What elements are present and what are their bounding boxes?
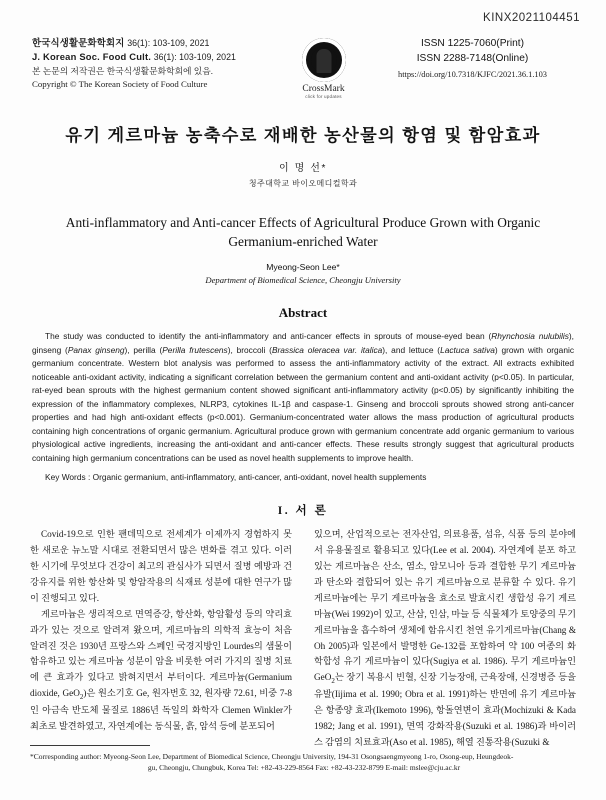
kinx-identifier: KINX2021104451 bbox=[483, 12, 580, 24]
abstract-seg-4: ), broccoli ( bbox=[227, 344, 272, 355]
masthead-issn-block bbox=[365, 36, 580, 81]
body-columns bbox=[0, 527, 606, 751]
body-p3-seg-1: 있으며, 산업적으로는 전자산업, 의료용품, 섬유, 식품 등의 분야에서 유용물질로 활용되고 있다( bbox=[314, 529, 576, 556]
body-p3-seg-6: ). 무기 게르마늄인 bbox=[502, 656, 576, 667]
body-p3-citation-2: Wei 1992 bbox=[334, 608, 371, 619]
body-p2-term-ge: Ge bbox=[136, 688, 147, 699]
abstract-seg-6: ) grown with organic germanium concentrate. Western blot analysis was performed to assess the anti-inflammatory activity of the extract. All extracts exhibited noticeable anti-oxidant activity, indicating a significant correlation between the germanium content and anti-oxidant activity (p<0.05). In particular, rat-eyed bean sprouts with the highest germanium content showed significant anti-inflammatory activity (p<0.05) by significantly inhibiting the expression of the inflammatory complexes, NLRP3, cytokines IL-1β and caspase-1. Ginseng and broccoli sprouts showed strong anti-cancer properties and had high anti-oxidant effects (p<0.001). Germanium-concentrated water allows the mass production of agricultural products containing high concentrations of organic germanium. Agricultural produce grown with germanium concentrate add organic germanium to various physiological active ingredients, increasing the anti-oxidant and anti-cancer effects. These results strongly suggest that agricultural products containing high germanium concentrations can be used as novel health supplements to improve health. bbox=[32, 344, 574, 463]
body-p3-term-geo2: GeO bbox=[314, 672, 332, 683]
journal-name-korean-line bbox=[32, 36, 282, 50]
body-p2-term-geo2-subscript: 2 bbox=[79, 693, 84, 702]
body-p3-seg-10: ), 면역 강화작용( bbox=[397, 721, 466, 732]
body-p3-seg-8: )하는 반면에 유기 게르마늄은 항종양 효과( bbox=[314, 689, 576, 716]
abstract-species-3: Perilla frutescens bbox=[162, 344, 228, 355]
issn-online: ISSN 2288-7148(Online) bbox=[416, 53, 529, 65]
body-p3-seg-12: ), 해열 진통작용( bbox=[448, 737, 515, 748]
abstract-seg-2: ), ginseng ( bbox=[32, 331, 574, 355]
abstract-text bbox=[32, 330, 574, 465]
body-p3-term-ge132: Ge-132 bbox=[430, 640, 458, 651]
body-p2-seg-3: )은 원소기호 bbox=[83, 688, 137, 699]
abstract-heading: Abstract bbox=[278, 305, 328, 321]
title-block bbox=[0, 121, 606, 285]
body-p3-seg-4: )과 일본에서 발명한 bbox=[346, 640, 431, 651]
body-p2-term-geo2: Germanium dioxide, GeO bbox=[30, 672, 292, 699]
body-p3-citation-1: Lee et al. 2004 bbox=[433, 545, 491, 556]
body-p3-citation-7: Mochizuki & Kada 1982; Jang et al. 1991 bbox=[314, 705, 576, 732]
crossmark-logo-icon bbox=[302, 38, 346, 82]
journal-name-korean: 한국식생활문화학회지 bbox=[32, 37, 125, 48]
page-title-english-line2: Organic Germanium-enriched Water bbox=[228, 215, 541, 250]
crossmark-sublabel: click for updates bbox=[305, 94, 342, 99]
footnote-line-2: gu, Cheongju, Chungbuk, Korea Tel: +82-43-229-8564 Fax: +82-43-232-8799 E-mail: mslee@cju.ac.kr bbox=[147, 763, 461, 772]
body-p3-citation-8: Suzuki et al. 1986 bbox=[465, 721, 535, 732]
body-paragraph-2 bbox=[30, 607, 292, 735]
body-p3-citation-5: Iijima et al. 1990; Obra et al. 1991 bbox=[334, 689, 467, 700]
abstract-species-4: Brassica oleracea var. italica bbox=[271, 344, 383, 355]
body-p2-term-lourdes: Lourdes bbox=[223, 640, 254, 651]
body-p3-term-geo2-subscript: 2 bbox=[331, 677, 335, 686]
journal-name-english: J. Korean Soc. Food Cult. bbox=[32, 50, 152, 62]
crossmark-label: CrossMark bbox=[302, 84, 345, 94]
abstract-seg-3: ), perilla ( bbox=[124, 344, 163, 355]
footnote-divider bbox=[30, 745, 150, 746]
author-korean: 이 명 선* bbox=[278, 163, 328, 174]
abstract-seg-1: The study was conducted to identify the anti-inflammatory and anti-cancer effects in sprouts of mouse-eyed bean ( bbox=[45, 331, 492, 342]
keywords: Key Words : Organic germanium, anti-inflammatory, anti-cancer, anti-oxidant, novel health supplements bbox=[45, 472, 427, 483]
author-english: Myeong-Seon Lee* bbox=[266, 262, 340, 273]
body-paragraph-3 bbox=[314, 527, 576, 751]
masthead bbox=[0, 26, 606, 99]
body-p3-citation-6: Ikemoto 1996 bbox=[375, 705, 428, 716]
body-p2-seg-5: 가 최초로 발견하였고, 자연계에는 동식물, 흙, 암석 등에 분포되어 bbox=[30, 705, 292, 732]
abstract-seg-5: ), and lettuce ( bbox=[382, 344, 441, 355]
body-p3-seg-3: )이 있고, 산삼, 인삼, 마늘 등 식물체가 토양중의 무기 게르마늄을 흡수하여 생체에 함유시킨 천연 유기게르마늄( bbox=[314, 608, 576, 635]
body-p3-seg-11: )과 바이러스 감염의 치료효과( bbox=[314, 721, 577, 748]
body-p3-citation-9: Aso et al. 1985 bbox=[392, 737, 449, 748]
body-p3-citation-10: Suzuki & bbox=[514, 737, 550, 748]
body-paragraph-1: Covid-19으로 인한 팬데믹으로 전세계가 이제까지 경험하지 못한 새로운 뉴노말 시대로 전환되면서 많은 변화를 겪고 있다. 이러한 시기에 무엇보다 건강이 최고의 관심사가 되면서 질병 예방과 건강유지를 위한 항산화 및 항암작용의 식재료 성분에 대한 연구가 많이 진행되고 있다. bbox=[30, 529, 292, 603]
abstract-species-1: Rhynchosia nulubilis bbox=[491, 331, 569, 342]
body-column-right bbox=[314, 527, 576, 751]
journal-volume-english: 36(1): 103-109, 2021 bbox=[153, 51, 236, 62]
page-title-korean: 유기 게르마늄 농축수로 재배한 농산물의 항염 및 함암효과 bbox=[65, 125, 541, 145]
body-p3-seg-5: 를 포함하여 약 100 여종의 화학합성 유기 게르마늄이 있다( bbox=[314, 640, 576, 667]
abstract-species-5: Lactuca sativa bbox=[440, 344, 495, 355]
journal-volume-korean: 36(1): 103-109, 2021 bbox=[127, 38, 210, 48]
body-p2-seg-1: 게르마늄은 생리적으로 면역증강, 항산화, 항암활성 등의 약리효과가 있는 것으로 알려져 왔으며, 게르마늄의 의학적 효능이 처음 알려진 것은 1930년 프랑스와 스페인 국경지방인 bbox=[30, 608, 292, 651]
doi-link[interactable]: https://doi.org/10.7318/KJFC/2021.36.1.103 bbox=[398, 69, 547, 79]
body-p2-seg-4: , 원자번호 32, 원자량 72.61, 비중 7-8인 아금속 반도체 물질로 1886년 독일의 화학자 bbox=[30, 688, 293, 716]
body-p3-citation-4: Sugiya et al. 1986 bbox=[433, 656, 503, 667]
footnote-line-1: *Corresponding author: Myeong-Seon Lee, Department of Biomedical Science, Cheongju University, 194-31 Osongsaengmyeong 1-ro, Osong-eup, Heungdeok- bbox=[30, 752, 514, 761]
body-p2-seg-2: 의 샘물이 함유하고 있는 게르마늄 성분이 암을 비롯한 여러 가지의 질병 치료에 큰 효과가 있다고 밝혀지면서 부터이다. 게르마늄( bbox=[30, 640, 292, 683]
copyright-korean: 본 논문의 저작권은 한국식생활문화학회에 있음. bbox=[32, 65, 213, 76]
body-p3-seg-9: ), 항돌연변이 효과( bbox=[427, 705, 504, 716]
abstract-species-2: Panax ginseng bbox=[67, 344, 125, 355]
issn-print: ISSN 1225-7060(Print) bbox=[420, 38, 525, 49]
body-p2-term-winkler: Clemen Winkler bbox=[221, 705, 284, 716]
body-p3-seg-7: 는 장기 복용시 빈혈, 신장 기능장애, 근육장애, 신경병증 등을 유발( bbox=[314, 672, 576, 700]
affiliation-korean: 청주대학교 바이오메디컬학과 bbox=[248, 179, 358, 188]
masthead-journal-info bbox=[32, 36, 282, 91]
page-title-english bbox=[0, 213, 606, 251]
body-p3-citation-3: Chang & Oh 2005 bbox=[314, 624, 577, 651]
body-column-left bbox=[30, 527, 292, 751]
page-title-english-line1: Anti-inflammatory and Anti-cancer Effects of Agricultural Produce Grown with bbox=[65, 215, 494, 230]
journal-name-english-line bbox=[32, 50, 282, 64]
corresponding-author-footnote bbox=[30, 745, 578, 772]
crossmark-block[interactable] bbox=[291, 38, 357, 99]
kinx-row bbox=[0, 0, 606, 26]
body-p3-seg-2: ). 자연계에 분포 하고 있는 게르마늄은 산소, 염소, 암모니아 등과 결합한 무기 게르마늄과 탄소와 결합되어 있는 유기 게르마늄으로 분류할 수 있다. 유기 게르마늄에는 무기 게르마늄을 효소로 발효시킨 생합성 유기 게르마늄( bbox=[314, 545, 577, 619]
section-heading-introduction: I. 서 론 bbox=[277, 504, 329, 518]
affiliation-english: Department of Biomedical Science, Cheongju University bbox=[205, 275, 401, 286]
copyright-english: Copyright © The Korean Society of Food Culture bbox=[32, 79, 208, 90]
